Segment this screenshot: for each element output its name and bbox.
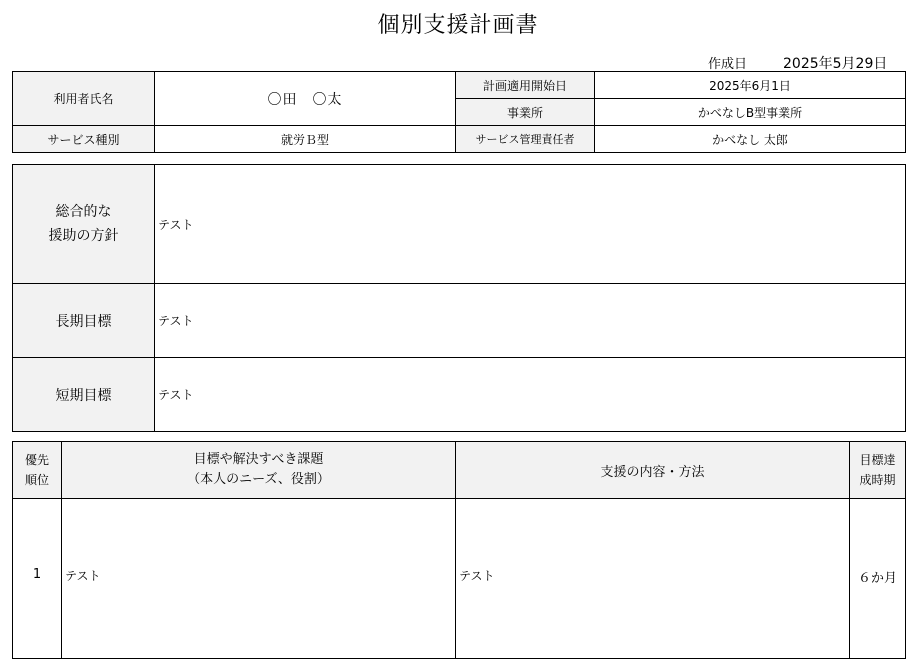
row-support: テスト (456, 499, 850, 659)
goals-table (12, 441, 906, 659)
priority-header-line1: 優先 (24, 453, 49, 467)
header-table (12, 71, 906, 153)
row-period: ６か月 (850, 499, 906, 659)
period-header-line2: 成時期 (859, 473, 896, 487)
period-header-line1: 目標達 (859, 453, 896, 467)
goal-header (62, 442, 456, 499)
short-term-goal-label: 短期目標 (13, 358, 155, 432)
overall-policy-label (13, 165, 155, 284)
policy-table (12, 164, 906, 432)
overall-policy-label-line2: 援助の方針 (48, 228, 119, 244)
long-term-goal-label: 長期目標 (13, 284, 155, 358)
user-name-value: 〇田 〇太 (155, 72, 456, 126)
created-date: 2025年5月29日 (783, 56, 888, 72)
plan-start-value: 2025年6月1日 (595, 72, 906, 99)
goal-header-line1: 目標や解決すべき課題 (193, 452, 324, 467)
service-type-value: 就労Ｂ型 (155, 126, 456, 153)
support-header: 支援の内容・方法 (456, 442, 850, 499)
manager-value: かべなし 太郎 (595, 126, 906, 153)
office-value: かべなしB型事業所 (595, 99, 906, 126)
goal-header-line2: （本人のニーズ、役割） (187, 472, 330, 487)
period-header (850, 442, 906, 499)
row-priority: 1 (13, 499, 62, 659)
created-label: 作成日 (708, 57, 748, 72)
table-row (13, 499, 906, 659)
plan-start-label: 計画適用開始日 (456, 72, 595, 99)
service-type-label: サービス種別 (13, 126, 155, 153)
priority-header (13, 442, 62, 499)
document-title: 個別支援計画書 (377, 13, 539, 38)
overall-policy-label-line1: 総合的な (55, 204, 112, 220)
office-label: 事業所 (456, 99, 595, 126)
user-name-label: 利用者氏名 (13, 72, 155, 126)
long-term-goal-value: テスト (155, 284, 906, 358)
manager-label: サービス管理責任者 (456, 126, 595, 153)
priority-header-line2: 順位 (24, 473, 49, 487)
short-term-goal-value: テスト (155, 358, 906, 432)
row-goal: テスト (62, 499, 456, 659)
created-date-line (708, 53, 887, 73)
overall-policy-value: テスト (155, 165, 906, 284)
